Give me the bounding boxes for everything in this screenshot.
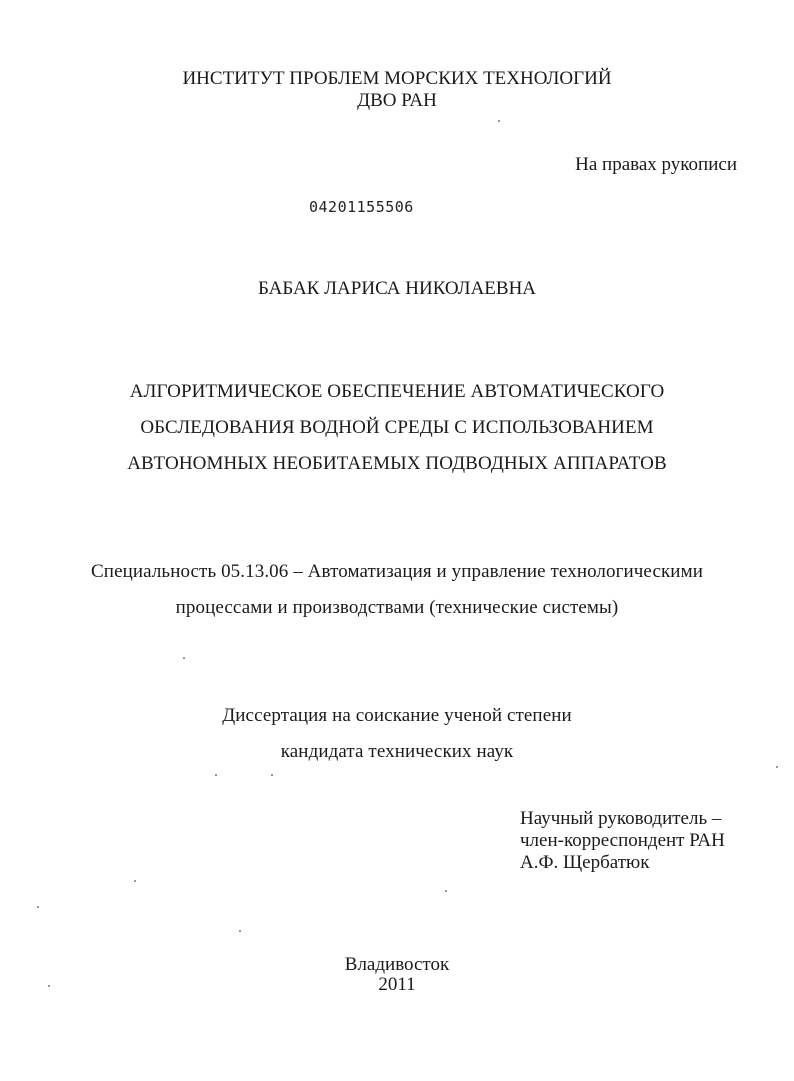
author-name: БАБАК ЛАРИСА НИКОЛАЕВНА [257, 278, 537, 299]
scan-speck [498, 120, 500, 122]
specialty [0, 554, 794, 626]
scan-speck [37, 906, 39, 908]
rights-note: На правах рукописи [575, 154, 737, 175]
scan-speck [445, 890, 447, 892]
supervisor [520, 808, 725, 874]
supervisor-line-3: А.Ф. Щербатюк [520, 852, 650, 873]
institute-name: ИНСТИТУТ ПРОБЛЕМ МОРСКИХ ТЕХНОЛОГИЙ [182, 68, 612, 89]
title-line-1: АЛГОРИТМИЧЕСКОЕ ОБЕСПЕЧЕНИЕ АВТОМАТИЧЕСКОГО [129, 381, 665, 402]
institute-branch: ДВО РАН [357, 90, 437, 111]
scan-speck [215, 774, 217, 776]
supervisor-line-2: член-корреспондент РАН [520, 830, 725, 851]
year: 2011 [378, 974, 416, 995]
degree [0, 698, 794, 770]
specialty-line-2: процессами и производствами (технические системы) [175, 597, 619, 618]
supervisor-line-1: Научный руководитель – [520, 808, 722, 829]
catalog-number: 04201155506 [309, 198, 414, 216]
city: Владивосток [344, 954, 450, 975]
specialty-line-1: Специальность 05.13.06 – Автоматизация и управление технологическими [91, 561, 703, 582]
degree-line-2: кандидата технических наук [280, 741, 514, 762]
scan-speck [183, 657, 185, 659]
scan-speck [239, 930, 241, 932]
scan-speck [134, 880, 136, 882]
dissertation-title [0, 374, 794, 482]
title-line-3: АВТОНОМНЫХ НЕОБИТАЕМЫХ ПОДВОДНЫХ АППАРАТОВ [127, 453, 667, 474]
scan-speck [776, 766, 778, 768]
scan-speck [48, 985, 50, 987]
scan-speck [271, 774, 273, 776]
degree-line-1: Диссертация на соискание ученой степени [222, 705, 572, 726]
title-line-2: ОБСЛЕДОВАНИЯ ВОДНОЙ СРЕДЫ С ИСПОЛЬЗОВАНИЕМ [140, 417, 654, 438]
